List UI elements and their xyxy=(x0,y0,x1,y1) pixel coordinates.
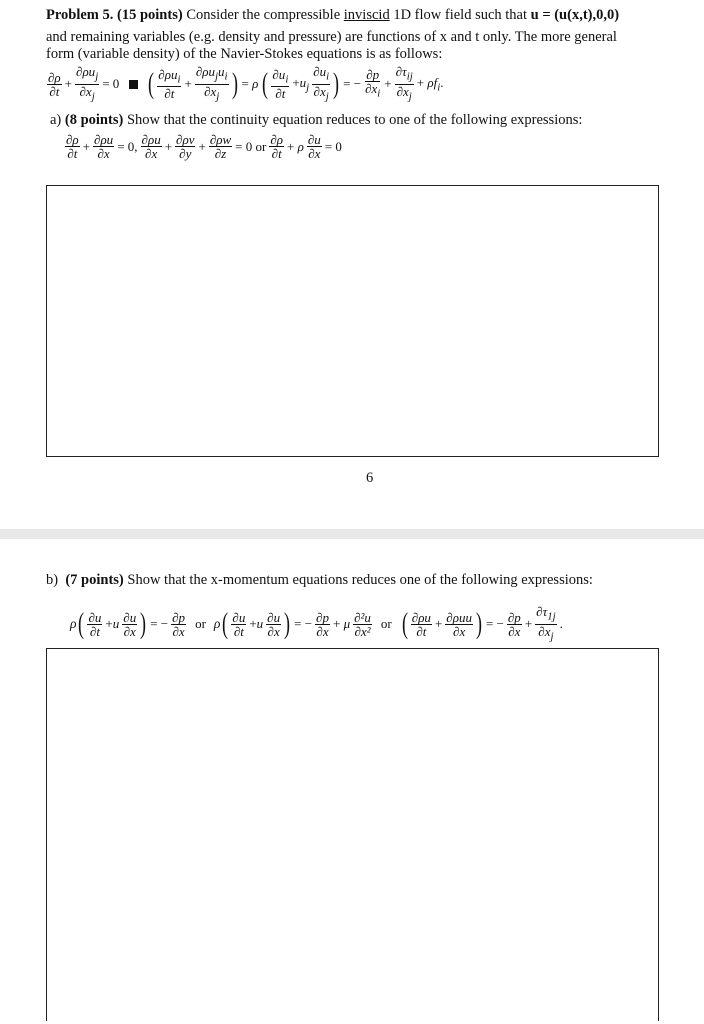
problem-line-1: Problem 5. (15 points) Consider the compressible inviscid 1D flow field such that u = (u(x,t),0,0) xyxy=(46,7,620,23)
problem-line-3: form (variable density) of the Navier-Stokes equations is as follows: xyxy=(46,46,443,62)
part-a-points: (8 points) xyxy=(64,112,124,128)
answer-box-part-b[interactable] xyxy=(46,648,659,1021)
velocity-definition: u = (u(x,t),0,0) xyxy=(530,7,620,23)
part-b-points: (7 points) xyxy=(65,572,124,588)
problem-line-2: and remaining variables (e.g. density and pressure) are functions of x and t only. The more general xyxy=(46,29,617,45)
problem-heading: Problem 5. (15 points) xyxy=(46,7,183,23)
separator-square xyxy=(129,80,138,89)
navier-stokes-equations: $\frac{\partial\rho}{\partial t}$ + $\frac{\partial\rho u_j}{\partial x_j}$ = 0 ( $\frac{\partial\rho u_i}{\partial t}$ + $\frac{\partial\rho u_ju_i}{\partial x_j}$ ) = ρ ( $\frac{\partial u_i}{\partial t}$ $+u_j$ $\frac{\partial u_i}{\partial x_j}$ ) = − $\frac{\partial p}{\partial x_i}$ + $\frac{\partial\tau_{ij}}{\partial x_j}$ + $\rho f_i$. xyxy=(48,64,444,103)
answer-box-part-a[interactable] xyxy=(46,185,659,457)
inviscid-link[interactable]: inviscid xyxy=(343,7,390,23)
page-divider xyxy=(0,529,704,539)
part-a-prompt: a) (8 points) Show that the continuity equation reduces to one of the following expressions: xyxy=(50,112,583,128)
part-b-prompt: b) (7 points) Show that the x-momentum equations reduces one of the following expressions: xyxy=(46,572,593,588)
x-momentum-equations: ρ ( $\frac{\partial u}{\partial t}$ +u $\frac{\partial u}{\partial x}$ ) = − $\frac{\partial p}{\partial x}$ or ρ ( $\frac{\partial u}{\partial t}$ +u $\frac{\partial u}{\partial x}$ ) = − $\frac{\partial p}{\partial x}$ + μ $\frac{\text{∂²u}}{\text{∂x²}}$ or ( $\frac{\partial\rho u}{\partial t}$ + $\frac{\text{∂ρuu}}{\partial x}$ ) = − $\frac{\partial p}{\partial x}$ + $\frac{\partial\tau_{1j}}{\partial x_j}$ . xyxy=(70,604,563,643)
page-number: 6 xyxy=(366,470,374,486)
continuity-equations: $\frac{\partial\rho}{\partial t}$ + $\frac{\partial\rho u}{\partial x}$ = 0, $\frac{\partial\rho u}{\partial x}$ + $\frac{\partial\rho v}{\partial y}$ + $\frac{\partial\rho w}{\partial z}$ = 0 or $\frac{\partial\rho}{\partial t}$ + ρ $\frac{\partial u}{\partial x}$ = 0 xyxy=(66,132,342,161)
